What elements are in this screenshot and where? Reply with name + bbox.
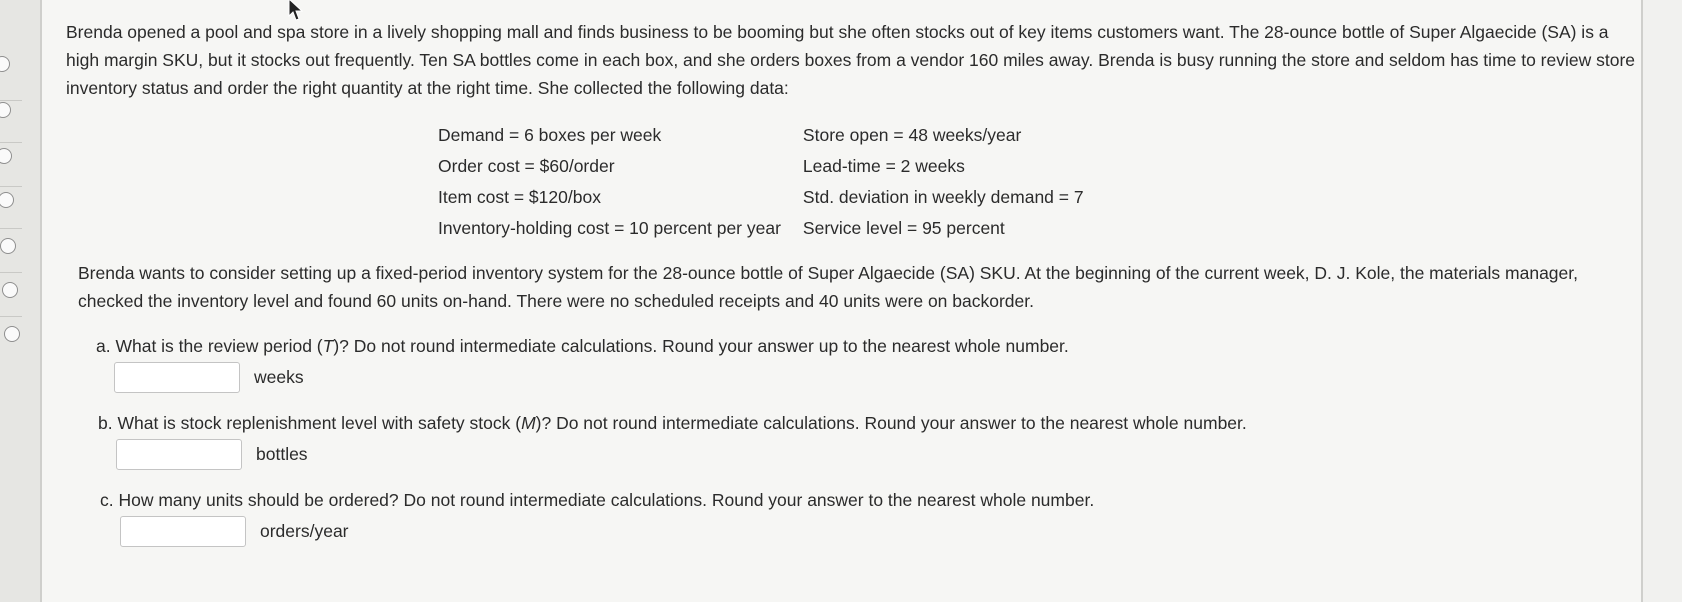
question-b-variable: M bbox=[521, 413, 536, 433]
rail-divider bbox=[0, 272, 22, 273]
nav-radio-button[interactable] bbox=[4, 326, 20, 342]
question-b-text bbox=[98, 413, 1247, 434]
rail-divider bbox=[0, 142, 22, 143]
question-b-prefix: b. What is stock replenishment level with safety stock ( bbox=[98, 413, 522, 433]
question-a-variable: T bbox=[322, 336, 334, 356]
data-left-cell: Inventory-holding cost = 10 percent per year bbox=[438, 218, 781, 238]
question-a-prefix: a. What is the review period ( bbox=[96, 336, 323, 356]
rail-divider bbox=[0, 100, 22, 101]
question-a-suffix: )? Do not round intermediate calculations. Round your answer up to the nearest whole number. bbox=[333, 336, 1069, 356]
data-left-cell: Item cost = $120/box bbox=[438, 187, 601, 207]
nav-radio-button[interactable] bbox=[0, 148, 12, 164]
question-a-text bbox=[96, 336, 1069, 357]
data-table bbox=[438, 120, 1106, 244]
answer-input-b[interactable] bbox=[116, 439, 242, 470]
question-b-suffix: )? Do not round intermediate calculations. Round your answer to the nearest whole number. bbox=[535, 413, 1247, 433]
data-left-cell: Demand = 6 boxes per week bbox=[438, 125, 662, 145]
question-panel bbox=[40, 0, 1643, 602]
nav-radio-button[interactable] bbox=[0, 56, 10, 72]
answer-input-a[interactable] bbox=[114, 362, 240, 393]
data-row bbox=[438, 182, 1106, 213]
data-row bbox=[438, 120, 1106, 151]
answer-unit-a: weeks bbox=[254, 367, 304, 387]
nav-radio-button[interactable] bbox=[0, 238, 16, 254]
nav-radio-button[interactable] bbox=[0, 192, 14, 208]
answer-unit-c: orders/year bbox=[260, 521, 349, 541]
answer-row-c bbox=[120, 516, 349, 547]
nav-radio-button[interactable] bbox=[0, 102, 11, 118]
data-right-cell: Std. deviation in weekly demand = 7 bbox=[802, 187, 1084, 207]
answer-input-c[interactable] bbox=[120, 516, 246, 547]
question-c-text: c. How many units should be ordered? Do not round intermediate calculations. Round your answer to the nearest whole number. bbox=[100, 490, 1095, 510]
data-right-cell: Store open = 48 weeks/year bbox=[802, 125, 1022, 145]
data-right-cell: Lead-time = 2 weeks bbox=[802, 156, 965, 176]
rail-divider bbox=[0, 228, 22, 229]
answer-row-b bbox=[116, 439, 308, 470]
problem-intro: Brenda opened a pool and spa store in a lively shopping mall and finds business to be booming but she often stocks out of key items customers want. The 28-ounce bottle of Super Algaecide (SA) is a high margin SKU, but it stocks out frequently. Ten SA bottles come in each box, and she orders boxes from a vendor 160 miles away. Brenda is busy running the store and seldom has time to review store inventory status and order the right quantity at the right time. She collected the following data: bbox=[66, 22, 1636, 98]
data-right-cell: Service level = 95 percent bbox=[802, 218, 1005, 238]
data-row bbox=[438, 151, 1106, 182]
left-navigation-rail bbox=[0, 0, 40, 602]
data-row bbox=[438, 213, 1106, 244]
answer-unit-b: bottles bbox=[256, 444, 308, 464]
answer-row-a bbox=[114, 362, 304, 393]
problem-scenario: Brenda wants to consider setting up a fixed-period inventory system for the 28-ounce bottle of Super Algaecide (SA) SKU. At the beginning of the current week, D. J. Kole, the materials manager, checked the inventory level and found 60 units on-hand. There were no scheduled receipts and 40 units were on backorder. bbox=[78, 263, 1578, 311]
rail-divider bbox=[0, 186, 22, 187]
rail-divider bbox=[0, 316, 22, 317]
mouse-pointer-icon bbox=[288, 0, 304, 22]
data-left-cell: Order cost = $60/order bbox=[438, 156, 615, 176]
nav-radio-button[interactable] bbox=[2, 282, 18, 298]
